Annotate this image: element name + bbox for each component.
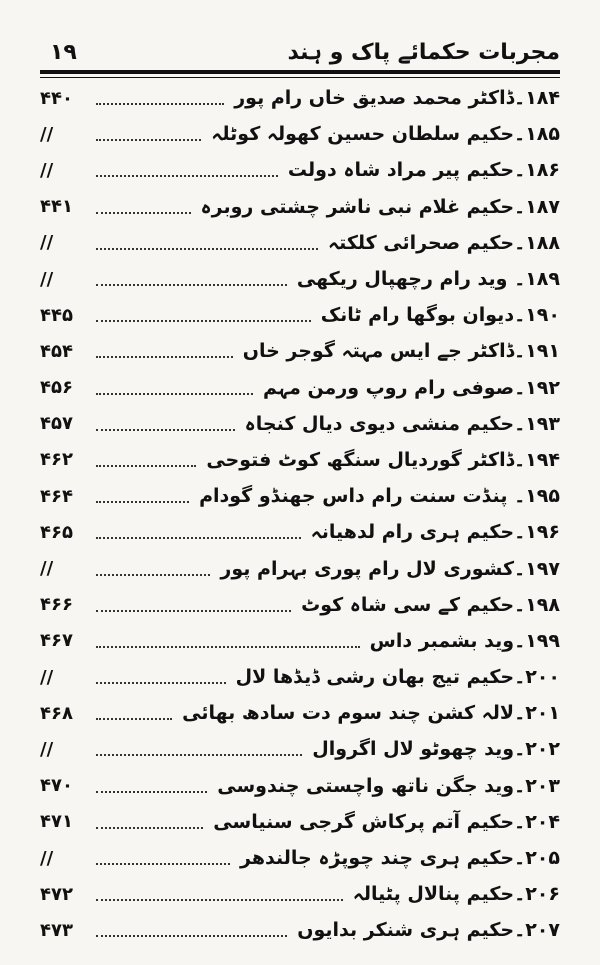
toc-entry xyxy=(40,116,560,152)
entry-title: ۲۰۳۔وید جگن ناتھ واچستی چندوسی xyxy=(217,774,560,797)
entry-page-number: // xyxy=(40,847,54,869)
toc-entry xyxy=(40,333,560,369)
dot-leader xyxy=(96,863,230,865)
entry-title: ۱۹۶۔حکیم ہری رام لدھیانہ xyxy=(310,521,560,544)
dot-leader xyxy=(96,610,291,612)
toc-entry xyxy=(40,912,560,948)
entry-page-number: ۴۵۴ xyxy=(40,340,73,362)
entry-page-number: ۴۷۳ xyxy=(40,919,73,941)
toc-entry xyxy=(40,695,560,731)
entry-title: ۱۹۴۔ڈاکٹر گوردیال سنگھ کوٹ فتوحی xyxy=(206,448,560,471)
toc-entry xyxy=(40,478,560,514)
entry-title: ۲۰۷۔حکیم ہری شنکر بدایوں xyxy=(297,919,560,942)
entry-page-number: ۴۶۶ xyxy=(40,594,73,616)
dot-leader xyxy=(96,393,253,395)
entry-page-number: ۴۴۵ xyxy=(40,304,73,326)
dot-leader xyxy=(96,103,224,105)
toc-entry xyxy=(40,297,560,333)
toc-entry xyxy=(40,370,560,406)
entry-page-number: ۴۴۰ xyxy=(40,87,73,109)
toc-entry xyxy=(40,514,560,550)
toc-entry xyxy=(40,587,560,623)
entry-title: ۱۸۵۔حکیم سلطان حسین کھولہ کوٹلہ xyxy=(211,123,560,146)
entry-page-number: ۴۶۵ xyxy=(40,521,73,543)
entry-title: ۱۸۴۔ڈاکٹر محمد صدیق خاں رام پور xyxy=(234,87,560,110)
toc-entry xyxy=(40,225,560,261)
dot-leader xyxy=(96,791,207,793)
toc-entry xyxy=(40,406,560,442)
dot-leader xyxy=(96,175,278,177)
toc-entry xyxy=(40,261,560,297)
dot-leader xyxy=(96,935,287,937)
entry-page-number: ۴۷۱ xyxy=(40,811,73,833)
entry-title: ۲۰۶۔حکیم پنالال پٹیالہ xyxy=(352,883,560,906)
entry-page-number: // xyxy=(40,558,54,580)
toc-entry xyxy=(40,659,560,695)
dot-leader xyxy=(96,248,318,250)
toc-entry xyxy=(40,804,560,840)
dot-leader xyxy=(96,320,311,322)
entry-title: ۲۰۱۔لالہ کشن چند سوم دت سادھ بھائی xyxy=(182,702,560,725)
entry-title: ۱۹۰۔دیوان بوگھا رام ٹانک xyxy=(320,304,560,327)
dot-leader xyxy=(96,501,189,503)
page-number: ۱۹ xyxy=(50,40,77,65)
header-rule-thin xyxy=(40,77,560,78)
entry-page-number: ۴۶۲ xyxy=(40,449,73,471)
entry-page-number: ۴۴۱ xyxy=(40,196,73,218)
toc-entry xyxy=(40,876,560,912)
entry-page-number: ۴۶۸ xyxy=(40,702,73,724)
toc-entry xyxy=(40,840,560,876)
entry-title: ۲۰۲۔وید چھوٹو لال اگروال xyxy=(312,738,560,761)
entry-page-number: // xyxy=(40,666,54,688)
dot-leader xyxy=(96,718,172,720)
dot-leader xyxy=(96,212,191,214)
entry-title: ۲۰۴۔حکیم آتم پرکاش گرجی سنیاسی xyxy=(213,810,560,833)
entry-title: ۱۸۷۔حکیم غلام نبی ناشر چشتی روبرہ xyxy=(200,195,560,218)
dot-leader xyxy=(96,139,201,141)
entry-page-number: // xyxy=(40,738,54,760)
dot-leader xyxy=(96,646,360,648)
entry-title: ۱۸۸۔حکیم صحرائی کلکتہ xyxy=(327,231,560,254)
entry-title: ۱۹۲۔صوفی رام روپ ورمن مہم xyxy=(263,376,560,399)
entry-page-number: ۴۵۶ xyxy=(40,377,73,399)
entry-page-number: ۴۷۲ xyxy=(40,883,73,905)
entry-title: ۱۸۶۔حکیم پیر مراد شاہ دولت xyxy=(287,159,560,182)
dot-leader xyxy=(96,465,196,467)
toc-entry xyxy=(40,152,560,188)
toc-entry xyxy=(40,768,560,804)
book-title: مجربات حکمائے پاک و ہند xyxy=(287,40,560,65)
dot-leader xyxy=(96,754,302,756)
toc-entry xyxy=(40,550,560,586)
entry-title: ۲۰۵۔حکیم ہری چند چوپڑہ جالندھر xyxy=(240,847,560,870)
entry-title: ۱۹۵۔ پنڈت سنت رام داس جھنڈو گودام xyxy=(199,485,560,508)
toc-entry xyxy=(40,731,560,767)
entry-page-number: // xyxy=(40,159,54,181)
entry-title: ۲۰۰۔حکیم تیج بھان رشی ڈیڈھا لال xyxy=(235,666,560,689)
entry-title: ۱۹۱۔ڈاکٹر جے ایس مہتہ گوجر خاں xyxy=(242,340,560,363)
entry-page-number: ۴۵۷ xyxy=(40,413,73,435)
dot-leader xyxy=(96,284,287,286)
toc-entry xyxy=(40,442,560,478)
header-rule-thick xyxy=(40,70,560,74)
dot-leader xyxy=(96,682,226,684)
table-of-contents xyxy=(40,80,560,949)
entry-page-number: // xyxy=(40,232,54,254)
dot-leader xyxy=(96,574,210,576)
dot-leader xyxy=(96,899,343,901)
entry-page-number: // xyxy=(40,268,54,290)
entry-page-number: ۴۶۷ xyxy=(40,630,73,652)
toc-entry xyxy=(40,623,560,659)
dot-leader xyxy=(96,356,233,358)
entry-title: ۱۹۹۔وید بشمبر داس xyxy=(369,629,560,652)
entry-title: ۱۸۹۔ وید رام رچھپال ریکھی xyxy=(296,268,560,291)
toc-entry xyxy=(40,189,560,225)
dot-leader xyxy=(96,429,235,431)
entry-title: ۱۹۸۔حکیم کے سی شاہ کوٹ xyxy=(301,593,560,616)
entry-title: ۱۹۳۔حکیم منشی دیوی دیال کنجاہ xyxy=(244,412,560,435)
entry-page-number: ۴۶۴ xyxy=(40,485,73,507)
page-header xyxy=(40,40,560,74)
dot-leader xyxy=(96,537,301,539)
entry-title: ۱۹۷۔کشوری لال رام پوری بہرام پور xyxy=(220,557,560,580)
entry-page-number: // xyxy=(40,123,54,145)
dot-leader xyxy=(96,827,203,829)
entry-page-number: ۴۷۰ xyxy=(40,775,73,797)
toc-entry xyxy=(40,80,560,116)
